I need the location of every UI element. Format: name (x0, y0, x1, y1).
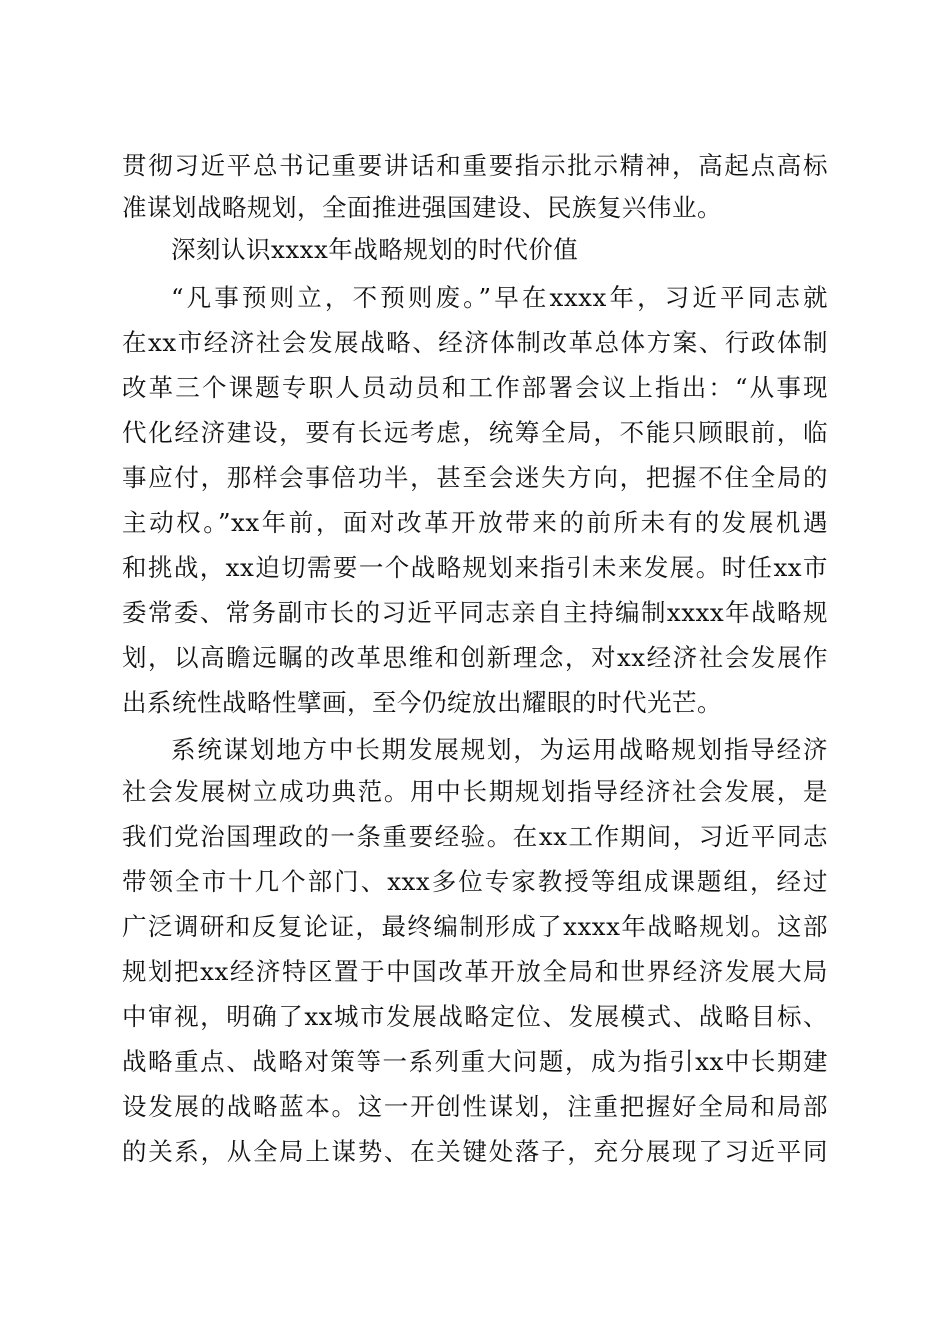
paragraph-2-line-2: 在xx市经济社会发展战略、经济体制改革总体方案、行政体制 (122, 328, 828, 357)
paragraph-3-line-8: 战略重点、战略对策等一系列重大问题，成为指引xx中长期建 (122, 1047, 828, 1076)
paragraph-3-line-6: 规划把xx经济特区置于中国改革开放全局和世界经济发展大局 (122, 957, 828, 986)
paragraph-2-line-5: 事应付，那样会事倍功半，甚至会迷失方向，把握不住全局的 (122, 463, 828, 492)
paragraph-3-line-3: 我们党治国理政的一条重要经验。在xx工作期间，习近平同志 (122, 822, 828, 851)
paragraph-3-line-2: 社会发展树立成功典范。用中长期规划指导经济社会发展，是 (122, 777, 828, 806)
paragraph-2-line-6: 主动权。”xx年前，面对改革开放带来的前所未有的发展机遇 (122, 508, 828, 537)
paragraph-2-line-3: 改革三个课题专职人员动员和工作部署会议上指出：“从事现 (122, 373, 828, 402)
paragraph-2-line-10: 出系统性战略性擘画，至今仍绽放出耀眼的时代光芒。 (122, 688, 722, 717)
paragraph-2-line-7: 和挑战，xx迫切需要一个战略规划来指引未来发展。时任xx市 (122, 553, 828, 582)
paragraph-2-line-8: 委常委、常务副市长的习近平同志亲自主持编制xxxx年战略规 (122, 598, 828, 627)
section-heading: 深刻认识xxxx年战略规划的时代价值 (171, 235, 579, 264)
paragraph-2-line-1: “凡事预则立，不预则废。”早在xxxx年，习近平同志就 (171, 283, 828, 312)
paragraph-2-line-4: 代化经济建设，要有长远考虑，统筹全局，不能只顾眼前，临 (122, 418, 828, 447)
paragraph-3-line-1: 系统谋划地方中长期发展规划，为运用战略规划指导经济 (171, 735, 828, 764)
paragraph-3-line-9: 设发展的战略蓝本。这一开创性谋划，注重把握好全局和局部 (122, 1092, 828, 1121)
paragraph-3-line-4: 带领全市十几个部门、xxx多位专家教授等组成课题组，经过 (122, 867, 828, 896)
paragraph-3-line-7: 中审视，明确了xx城市发展战略定位、发展模式、战略目标、 (122, 1002, 828, 1031)
paragraph-3-line-5: 广泛调研和反复论证，最终编制形成了xxxx年战略规划。这部 (122, 912, 828, 941)
paragraph-1-line-2: 准谋划战略规划，全面推进强国建设、民族复兴伟业。 (122, 193, 722, 222)
paragraph-1-line-1: 贯彻习近平总书记重要讲话和重要指示批示精神，高起点高标 (122, 151, 828, 180)
paragraph-2-line-9: 划，以高瞻远瞩的改革思维和创新理念，对xx经济社会发展作 (122, 643, 828, 672)
paragraph-3-line-10: 的关系，从全局上谋势、在关键处落子，充分展现了习近平同 (122, 1137, 828, 1166)
